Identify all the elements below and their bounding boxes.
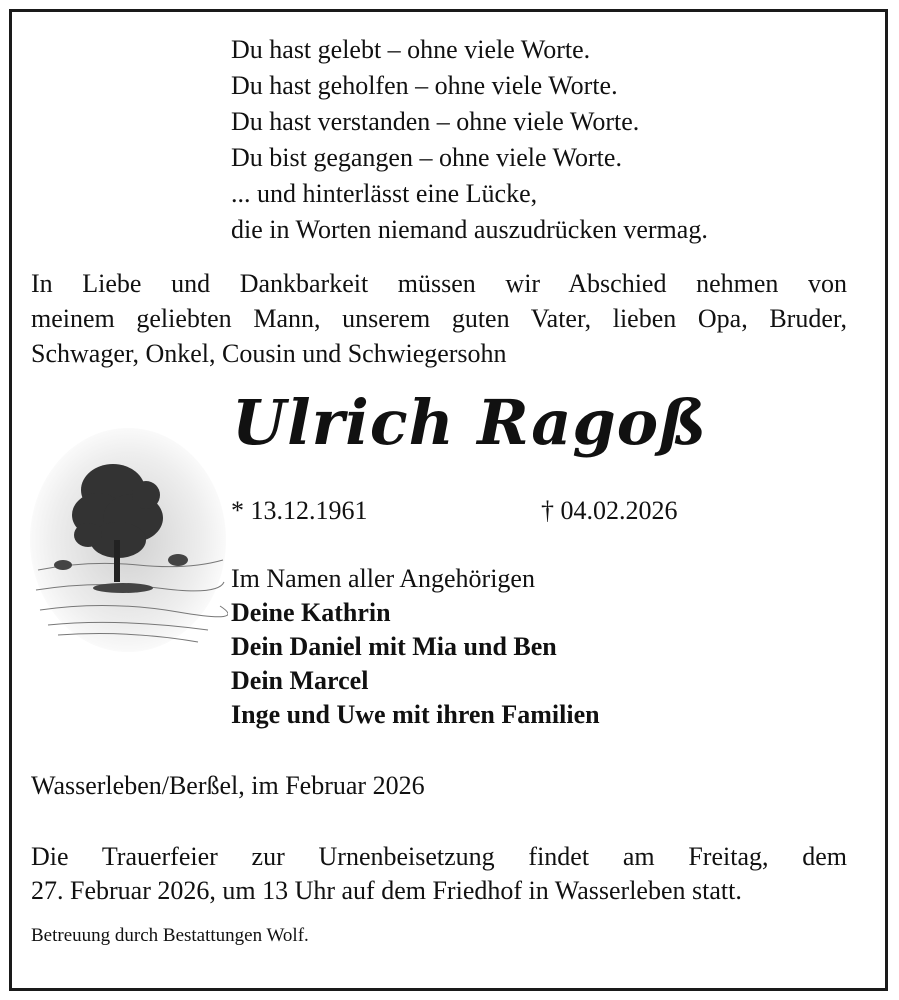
- poem-line: Du bist gegangen – ohne viele Worte.: [231, 143, 622, 172]
- family-signature: [231, 562, 600, 732]
- poem-line: die in Worten niemand auszudrücken vermag.: [231, 215, 708, 244]
- birth-date: * 13.12.1961: [231, 496, 368, 525]
- poem: [231, 32, 708, 248]
- funeral-line: 27. Februar 2026, um 13 Uhr auf dem Friedhof in Wasserleben statt.: [31, 876, 742, 905]
- tree-landscape-image: [28, 420, 228, 660]
- poem-line: Du hast verstanden – ohne viele Worte.: [231, 107, 640, 136]
- poem-line: Du hast geholfen – ohne viele Worte.: [231, 71, 618, 100]
- intro-line: meinem geliebten Mann, unserem guten Vater, lieben Opa, Bruder,: [31, 304, 847, 333]
- funeral-notice: [31, 840, 847, 908]
- poem-line: Du hast gelebt – ohne viele Worte.: [231, 35, 591, 64]
- deceased-name: Ulrich Ragoß: [232, 386, 708, 459]
- undertaker-note: Betreuung durch Bestattungen Wolf.: [31, 925, 309, 946]
- family-name: Dein Daniel mit Mia und Ben: [231, 632, 557, 661]
- death-date: † 04.02.2026: [541, 496, 678, 525]
- funeral-line: Die Trauerfeier zur Urnenbeisetzung findet am Freitag, dem: [31, 842, 847, 871]
- intro-paragraph: [31, 266, 847, 371]
- intro-line: In Liebe und Dankbarkeit müssen wir Abschied nehmen von: [31, 269, 847, 298]
- family-name: Inge und Uwe mit ihren Familien: [231, 700, 600, 729]
- family-name: Dein Marcel: [231, 666, 369, 695]
- family-lead: Im Namen aller Angehörigen: [231, 564, 535, 593]
- place-date: Wasserleben/Berßel, im Februar 2026: [31, 771, 425, 800]
- intro-line: Schwager, Onkel, Cousin und Schwiegersohn: [31, 339, 507, 368]
- poem-line: ... und hinterlässt eine Lücke,: [231, 179, 538, 208]
- family-name: Deine Kathrin: [231, 598, 391, 627]
